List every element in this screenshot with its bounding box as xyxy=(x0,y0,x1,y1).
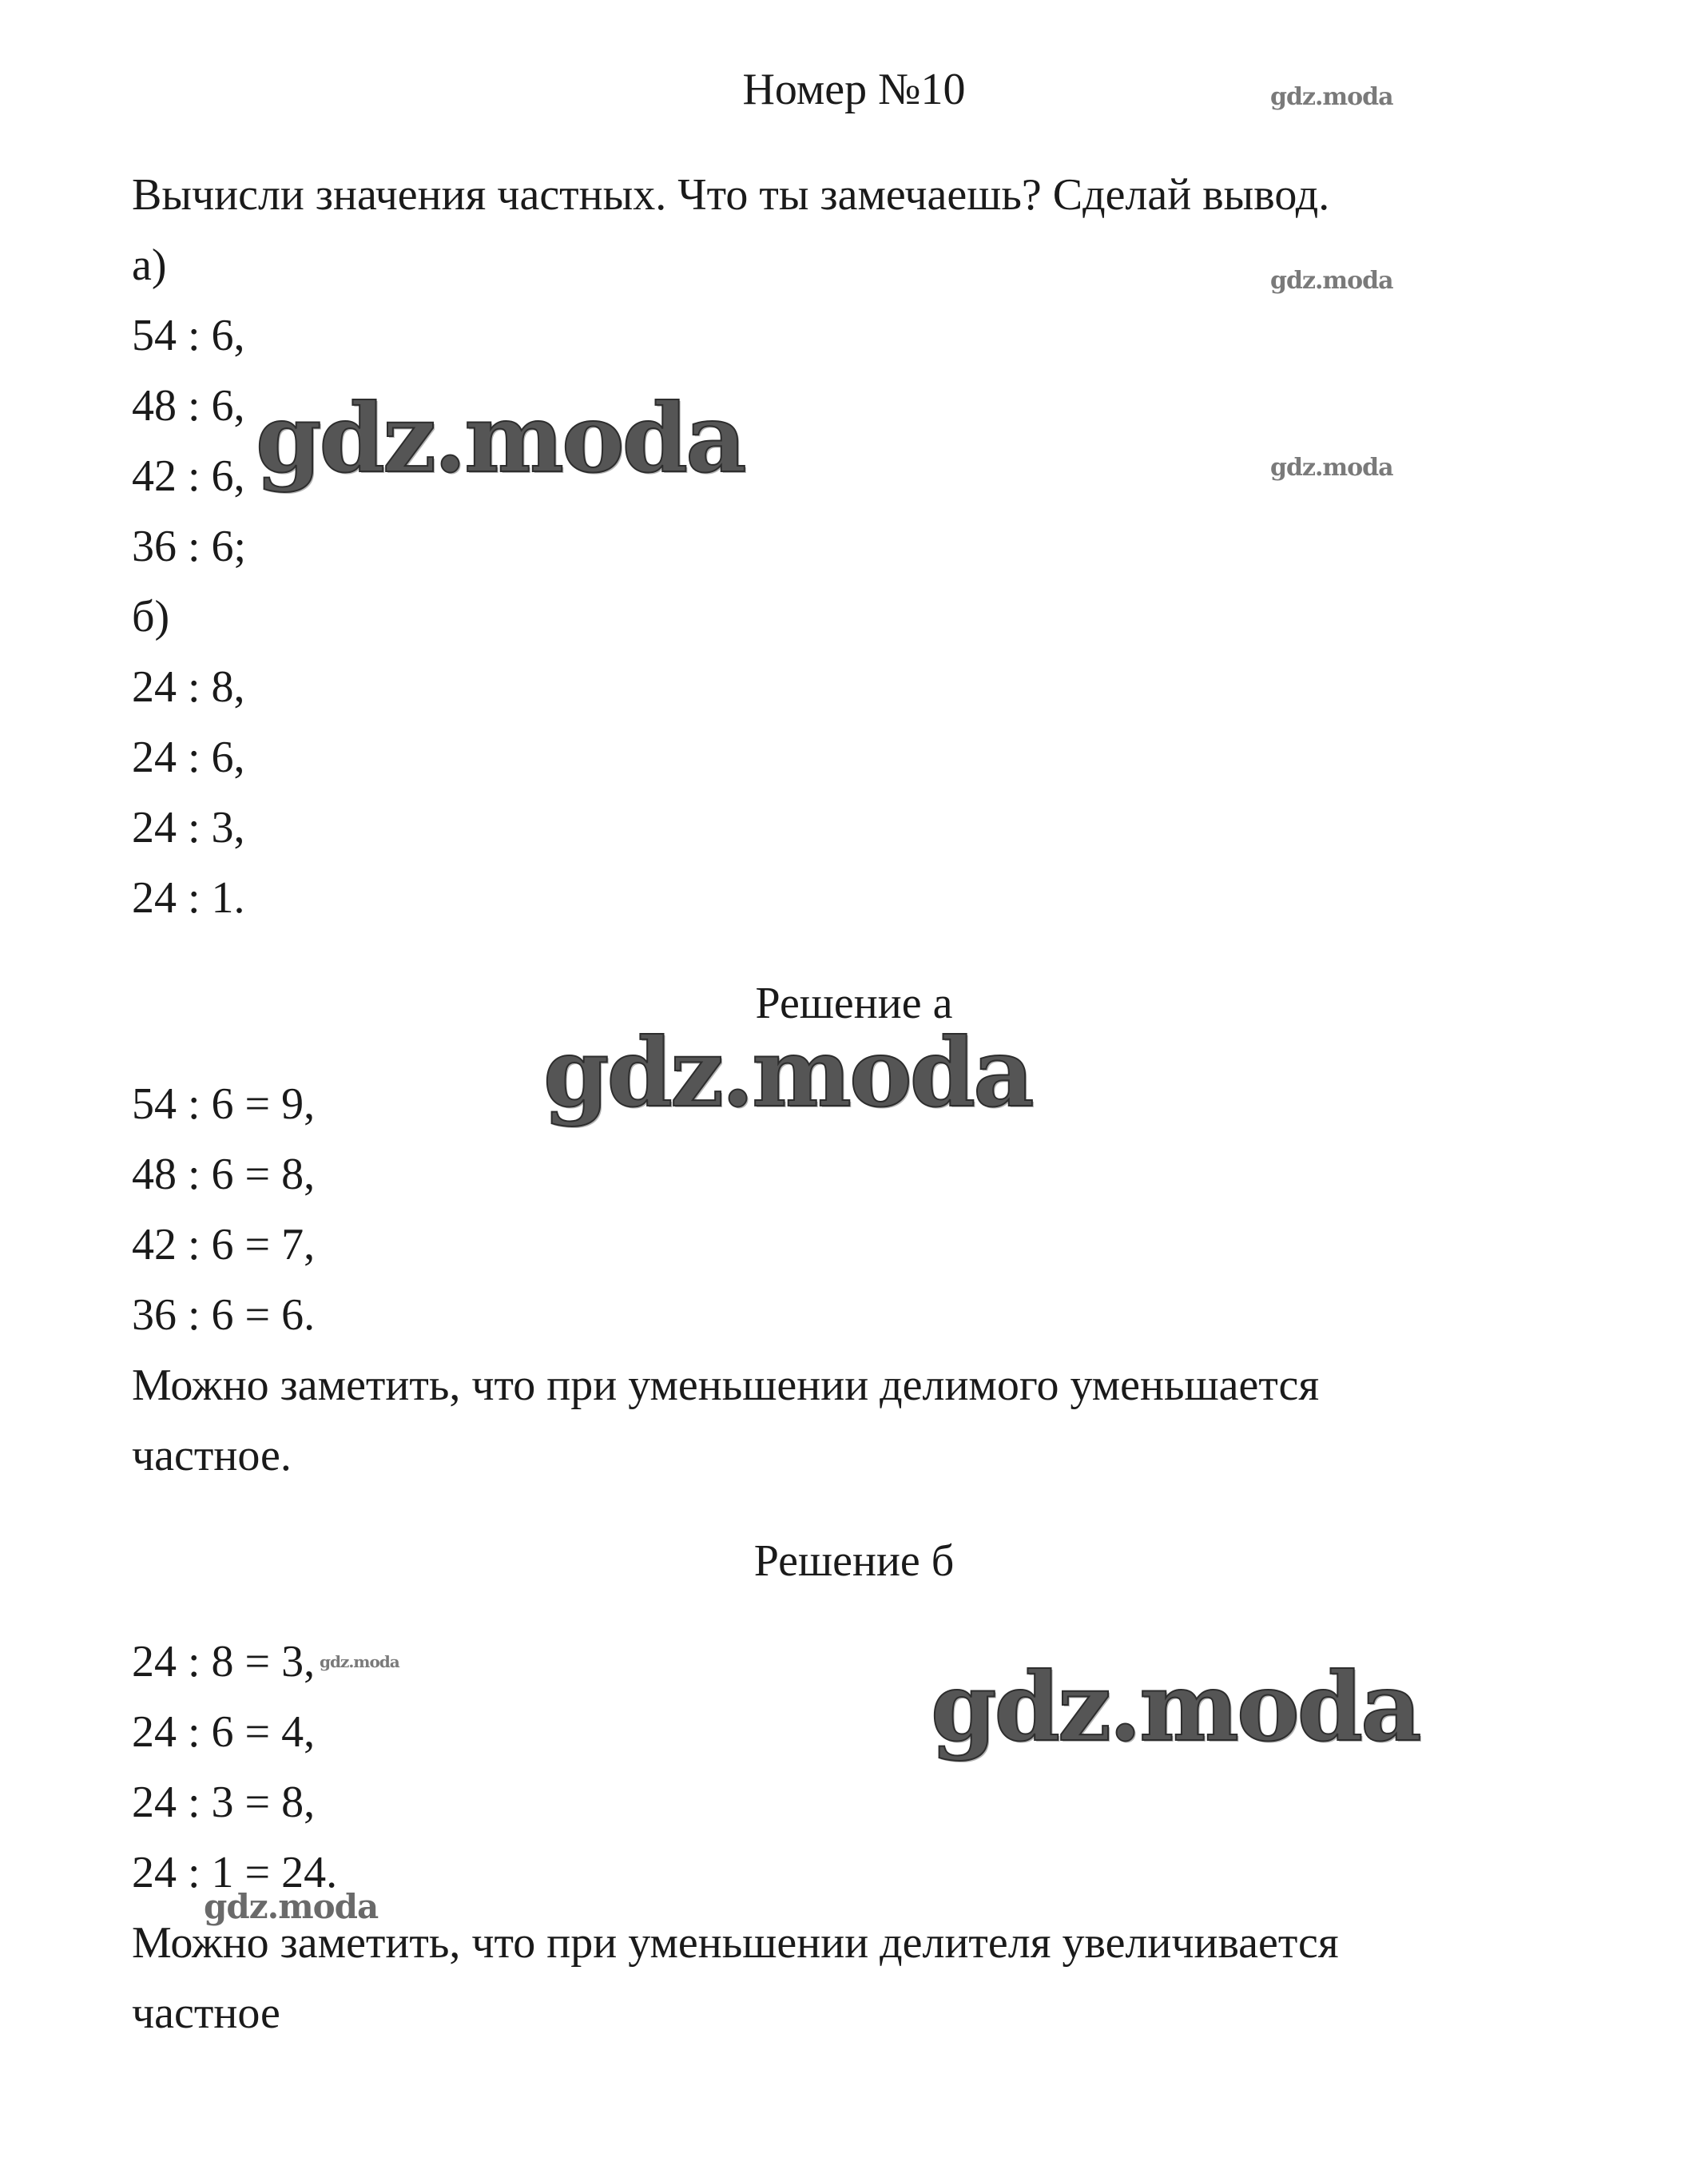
solution-b-conclusion-end: частное xyxy=(132,1988,280,2038)
solution-a-line: 54 : 6 = 9, xyxy=(132,1079,316,1129)
solution-b-conclusion: Можно заметить, что при уменьшении делителя увеличивается xyxy=(132,1918,1339,1968)
task-a-item: 36 : 6; xyxy=(132,522,247,571)
solution-b-line: 24 : 6 = 4, xyxy=(132,1707,316,1757)
solution-a-heading: Решение а xyxy=(755,979,953,1028)
watermark: gdz.moda xyxy=(256,383,745,494)
task-prompt: Вычисли значения частных. Что ты замечаешь? Сделай вывод. xyxy=(132,170,1330,220)
task-a-item: 48 : 6, xyxy=(132,381,245,431)
solution-b-line: 24 : 8 = 3, xyxy=(132,1637,316,1686)
watermark: gdz.moda xyxy=(1270,83,1393,111)
solution-a-conclusion-end: частное. xyxy=(132,1431,292,1480)
task-a-item: 42 : 6, xyxy=(132,451,245,501)
solution-a-line: 36 : 6 = 6. xyxy=(132,1290,316,1340)
watermark: gdz.moda xyxy=(1270,454,1393,482)
solution-a-conclusion: Можно заметить, что при уменьшении делимого уменьшается xyxy=(132,1361,1320,1410)
task-b-item: 24 : 1. xyxy=(132,873,245,923)
task-b-item: 24 : 3, xyxy=(132,803,245,852)
part-b-label: б) xyxy=(132,592,170,642)
solution-a-line: 42 : 6 = 7, xyxy=(132,1220,316,1269)
part-a-label: а) xyxy=(132,240,167,290)
task-b-item: 24 : 6, xyxy=(132,733,245,782)
page-title: Номер №10 xyxy=(742,65,966,114)
task-b-item: 24 : 8, xyxy=(132,662,245,712)
watermark: gdz.moda xyxy=(1270,267,1393,295)
watermark: gdz.moda xyxy=(204,1887,379,1926)
watermark: gdz.moda xyxy=(931,1651,1420,1762)
watermark: gdz.moda xyxy=(543,1017,1032,1128)
task-a-item: 54 : 6, xyxy=(132,311,245,360)
solution-a-line: 48 : 6 = 8, xyxy=(132,1150,316,1199)
watermark: gdz.moda xyxy=(320,1652,399,1671)
solution-b-line: 24 : 1 = 24. xyxy=(132,1848,338,1897)
solution-b-heading: Решение б xyxy=(753,1536,955,1586)
solution-b-line: 24 : 3 = 8, xyxy=(132,1778,316,1827)
